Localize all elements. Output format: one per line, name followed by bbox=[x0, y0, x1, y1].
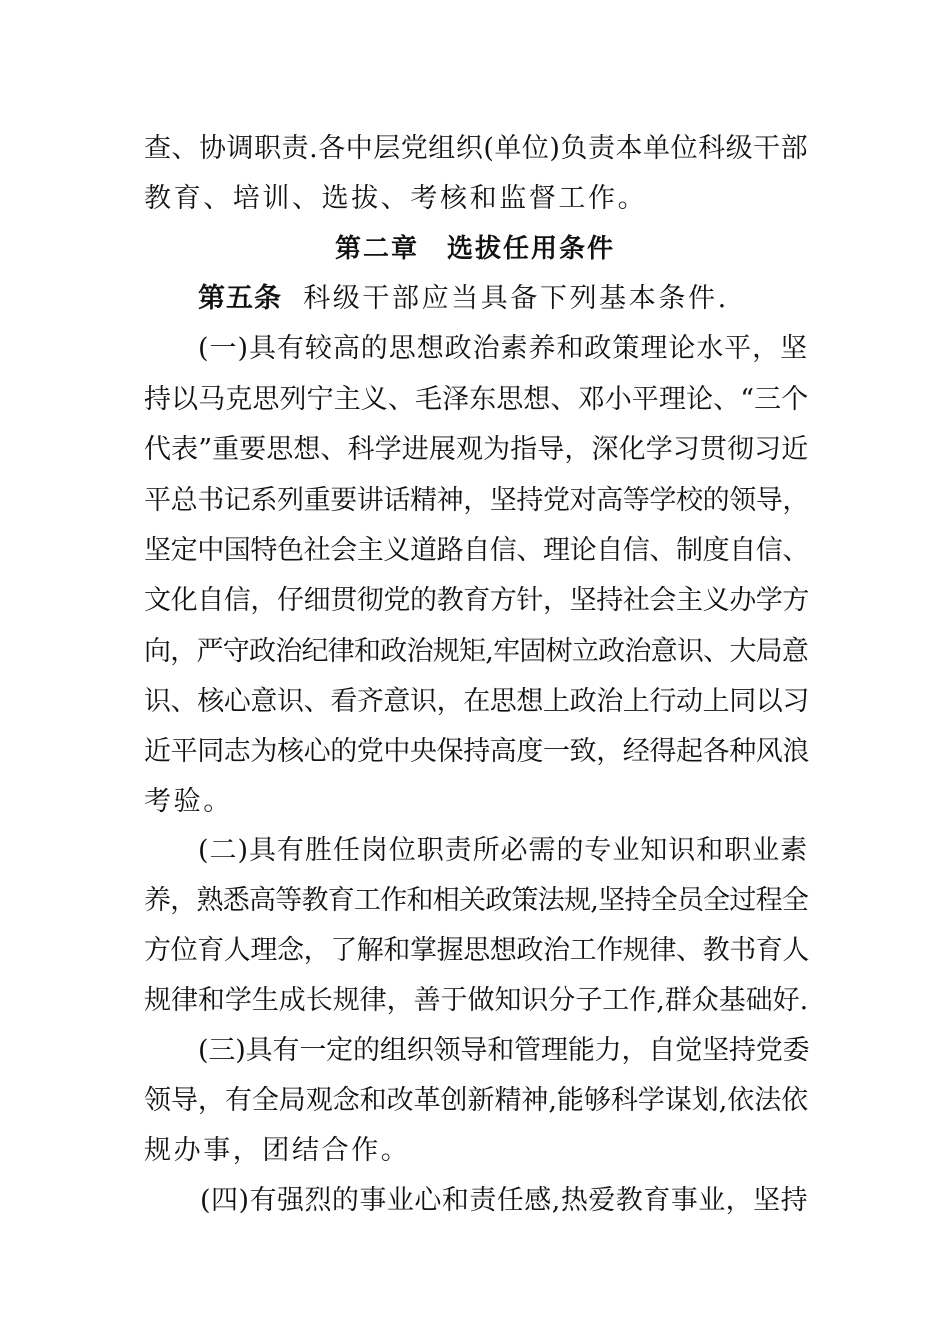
item-1-line: 持以马克思列宁主义、毛泽东思想、邓小平理论、“三个 bbox=[144, 384, 809, 415]
chapter-heading: 第二章 选拔任用条件 bbox=[334, 234, 615, 264]
item-3-line: 规办事，团结合作。 bbox=[144, 1135, 411, 1166]
paragraph-line: 教育、培训、选拔、考核和监督工作。 bbox=[144, 183, 648, 214]
item-1-line: 坚定中国特色社会主义道路自信、理论自信、制度自信、 bbox=[144, 535, 809, 566]
item-1-line: 识、核心意识、看齐意识，在思想上政治上行动上同以习 bbox=[144, 686, 809, 717]
article-5 bbox=[198, 281, 808, 317]
item-2-line: 养，熟悉高等教育工作和相关政策法规,坚持全员全过程全 bbox=[144, 885, 808, 916]
item-1-line: (一)具有较高的思想政治素养和政策理论水平，坚 bbox=[198, 333, 808, 364]
item-4-line: (四)有强烈的事业心和责任感,热爱教育事业，坚持 bbox=[200, 1185, 808, 1216]
article-5-label: 第五条 bbox=[198, 283, 282, 314]
item-3-line: 领导，有全局观念和改革创新精神,能够科学谋划,依法依 bbox=[144, 1085, 808, 1116]
item-1-line: 代表”重要思想、科学进展观为指导，深化学习贯彻习近 bbox=[144, 434, 809, 465]
item-2-line: 方位育人理念，了解和掌握思想政治工作规律、教书育人 bbox=[144, 935, 809, 966]
item-2-line: (二)具有胜任岗位职责所必需的专业知识和职业素 bbox=[198, 835, 808, 866]
item-1-line: 向，严守政治纪律和政治规矩,牢固树立政治意识、大局意 bbox=[144, 636, 808, 667]
item-1-line: 文化自信，仔细贯彻党的教育方针，坚持社会主义办学方 bbox=[144, 585, 809, 616]
item-3-line: (三)具有一定的组织领导和管理能力，自觉坚持党委 bbox=[198, 1035, 810, 1066]
item-1-line: 平总书记系列重要讲话精神，坚持党对高等学校的领导， bbox=[144, 485, 809, 516]
item-1-line: 考验。 bbox=[144, 786, 233, 817]
article-5-text: 科级干部应当具备下列基本条件. bbox=[303, 283, 729, 314]
paragraph-line: 查、协调职责.各中层党组织(单位)负责本单位科级干部 bbox=[144, 133, 808, 164]
item-2-line: 规律和学生成长规律，善于做知识分子工作,群众基础好. bbox=[144, 985, 808, 1016]
item-1-line: 近平同志为核心的党中央保持高度一致，经得起各种风浪 bbox=[144, 736, 809, 767]
